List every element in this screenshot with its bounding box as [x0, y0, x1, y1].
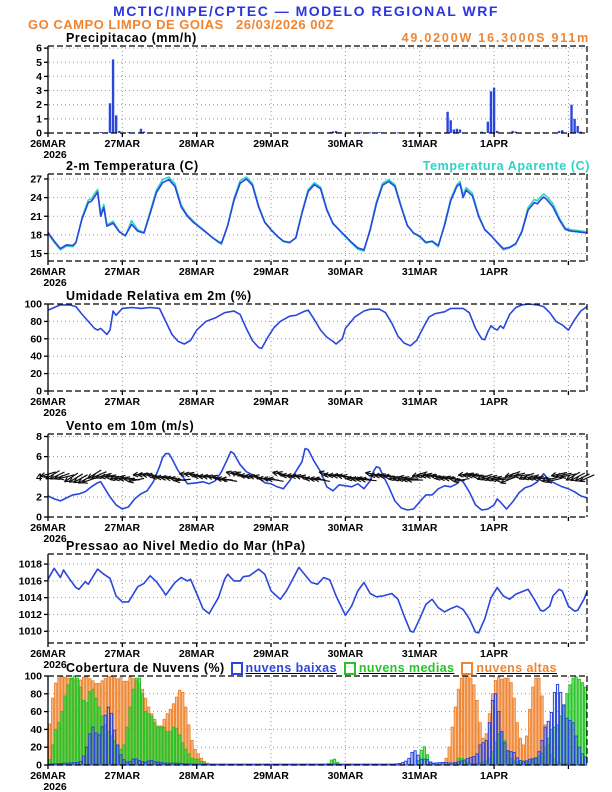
cloud-bar	[519, 761, 521, 765]
cloud-bar	[470, 757, 472, 765]
x-tick-label: 1APR	[480, 648, 509, 660]
station-run-title: GO CAMPO LIMPO DE GOIAS 26/03/2026 00Z	[28, 17, 335, 32]
cloud-bar	[138, 761, 140, 765]
x-tick-label: 26MAR	[30, 138, 66, 150]
cloud-bar	[411, 753, 413, 765]
y-tick-label: 3	[36, 85, 42, 98]
cloud-bar	[166, 732, 168, 765]
x-tick-label: 27MAR	[104, 648, 141, 660]
cloud-bar	[98, 735, 100, 765]
x-tick-label: 1APR	[480, 266, 509, 278]
cloud-bar	[157, 727, 159, 765]
cloud-bar	[132, 689, 134, 765]
cloud-bar	[132, 759, 134, 765]
precip-bar	[487, 122, 489, 133]
cloud-bar	[451, 727, 453, 765]
y-tick-label: 0	[36, 127, 42, 140]
y-tick-label: 80	[30, 315, 42, 328]
x-tick-label: 29MAR	[253, 266, 289, 278]
cloud-bar	[584, 757, 586, 765]
y-tick-label: 1014	[18, 592, 42, 605]
x-tick-label: 31MAR	[401, 770, 438, 782]
y-tick-label: 100	[24, 298, 42, 311]
cloud-bar	[343, 764, 345, 765]
cloud-bar	[464, 760, 466, 765]
y-tick-label: 40	[30, 350, 42, 363]
cloud-bar	[470, 678, 472, 765]
y-tick-label: 15	[30, 248, 42, 261]
cloud-bar	[104, 715, 106, 765]
precip-bar	[112, 59, 114, 133]
cloud-bar	[408, 758, 410, 765]
precip-bar	[360, 132, 362, 133]
cloud-bar	[423, 759, 425, 765]
y-tick-label: 40	[30, 723, 42, 736]
x-tick-label: 29MAR	[253, 138, 289, 150]
x-tick-label: 1APR	[480, 396, 509, 408]
cloud-bar	[225, 764, 227, 765]
cloud-bar	[485, 741, 487, 765]
x-tick-label: 26MAR	[30, 770, 66, 782]
x-tick-label: 30MAR	[327, 648, 364, 660]
y-tick-label: 8	[36, 431, 42, 444]
x-tick-label: 31MAR	[401, 522, 438, 534]
precip-bar	[456, 129, 458, 133]
cloud-bar	[529, 759, 531, 765]
y-tick-label: 1010	[18, 625, 42, 638]
precip-bar	[570, 105, 572, 133]
precip-bar	[378, 132, 380, 133]
cloud-bar	[581, 754, 583, 765]
y-tick-label: 4	[36, 70, 42, 83]
x-axis-year-label: 2026	[43, 533, 67, 545]
cloud-bar	[547, 721, 549, 765]
cloud-bar	[55, 764, 57, 765]
x-axis-year-label: 2026	[43, 781, 67, 792]
cloud-bar	[578, 747, 580, 765]
legend-nuvens-altas: nuvens altas	[461, 661, 557, 675]
cloud-bar	[569, 721, 571, 766]
cloud-bar	[175, 728, 177, 765]
legend-nuvens-medias: nuvens medias	[344, 661, 455, 675]
precip-bar	[573, 119, 575, 133]
cloud-bar	[560, 692, 562, 765]
y-tick-label: 21	[30, 210, 42, 223]
x-tick-label: 28MAR	[178, 770, 215, 782]
x-tick-label: 30MAR	[327, 770, 364, 782]
cloud-bar	[433, 763, 435, 765]
y-tick-label: 100	[24, 670, 42, 683]
cloud-bar	[414, 751, 416, 765]
cloud-bar	[529, 709, 531, 765]
cloud-bar	[513, 753, 515, 765]
y-tick-label: 20	[30, 368, 42, 381]
x-tick-label: 30MAR	[327, 138, 364, 150]
y-tick-label: 2	[36, 99, 42, 112]
cloud-bar	[495, 694, 497, 765]
cloud-bar	[584, 687, 586, 765]
cloud-bar	[315, 764, 317, 765]
cloud-bar	[48, 724, 50, 765]
cloud-bar	[467, 759, 469, 765]
cloud-bar	[114, 730, 116, 765]
cloud-bar	[141, 694, 143, 765]
cloud-bar	[405, 761, 407, 765]
cloud-bar	[73, 676, 75, 765]
precip-bar	[109, 103, 111, 133]
app-title: MCTIC/INPE/CPTEC — MODELO REGIONAL WRF	[113, 3, 499, 19]
y-tick-label: 1012	[18, 608, 42, 621]
precip-bar	[450, 120, 452, 133]
precip-bar	[397, 132, 399, 133]
x-tick-label: 27MAR	[104, 266, 141, 278]
cloud-bar	[64, 696, 66, 765]
cloud-bar	[426, 760, 428, 765]
station-coordinates-label: 49.0200W 16.3000S 911m	[401, 31, 590, 45]
series-line	[48, 304, 587, 348]
cloud-bar	[417, 755, 419, 765]
precip-bar	[446, 112, 448, 133]
precip-bar	[369, 132, 371, 133]
x-tick-label: 26MAR	[30, 266, 66, 278]
cloud-bar	[182, 743, 184, 765]
cloud-bar	[550, 712, 552, 765]
cloud-bar	[448, 747, 450, 765]
cloud-bar	[454, 707, 456, 765]
series-line	[48, 177, 587, 251]
cloud-bar	[135, 759, 137, 765]
cloud-bar	[244, 764, 246, 765]
cloud-bar	[525, 761, 527, 765]
cloud-bar	[352, 764, 354, 765]
y-tick-label: 6	[36, 451, 42, 464]
cloud-bar	[563, 705, 565, 765]
x-axis-year-label: 2026	[43, 659, 67, 671]
cloud-bar	[144, 712, 146, 765]
cloud-bar	[160, 727, 162, 765]
y-tick-label: 0	[36, 759, 42, 772]
cloud-bar	[123, 760, 125, 765]
cloud-bar	[179, 735, 181, 765]
x-tick-label: 26MAR	[30, 396, 66, 408]
cloud-bar	[163, 727, 165, 765]
cloud-bar	[538, 752, 540, 765]
panel-cloud-cover	[24, 671, 587, 792]
cloud-bar	[126, 727, 128, 765]
x-tick-label: 26MAR	[30, 522, 66, 534]
cloud-bar	[163, 763, 165, 765]
cloud-bar	[516, 758, 518, 765]
panel-mslp	[19, 554, 587, 671]
x-tick-label: 30MAR	[327, 522, 364, 534]
cloud-bar	[52, 745, 54, 765]
precip-bar	[140, 129, 142, 133]
panel-title-pressure: Pressao ao Nivel Medio do Mar (hPa)	[66, 539, 306, 553]
cloud-bar	[473, 685, 475, 765]
cloud-bar	[324, 764, 326, 765]
precip-bar	[490, 91, 492, 133]
x-tick-label: 29MAR	[253, 522, 289, 534]
cloud-bar	[129, 707, 131, 765]
cloud-bar	[575, 736, 577, 765]
x-tick-label: 31MAR	[401, 648, 438, 660]
cloud-bar	[553, 692, 555, 765]
panel-precipitation	[30, 43, 587, 161]
cloud-bar	[333, 764, 335, 765]
x-tick-label: 28MAR	[178, 648, 215, 660]
y-tick-label: 1016	[18, 575, 42, 588]
cloud-bar	[253, 764, 255, 765]
panel-temperature-2m	[30, 173, 587, 289]
cloud-bar	[460, 678, 462, 765]
cloud-bar	[473, 757, 475, 765]
x-tick-label: 27MAR	[104, 138, 141, 150]
cloud-bar	[58, 723, 60, 765]
x-tick-label: 27MAR	[104, 522, 141, 534]
cloud-bar	[507, 751, 509, 765]
precip-bar	[99, 132, 101, 133]
x-axis-year-label: 2026	[43, 149, 67, 161]
cloud-bar	[86, 747, 88, 765]
x-tick-label: 31MAR	[401, 138, 438, 150]
cloud-bar	[126, 762, 128, 765]
cloud-bar	[581, 683, 583, 765]
cloud-bar	[148, 714, 150, 765]
cloud-bar	[442, 762, 444, 765]
x-tick-label: 28MAR	[178, 396, 215, 408]
cloud-bar	[154, 762, 156, 765]
precip-bar	[115, 115, 117, 133]
cloud-bar	[234, 764, 236, 765]
x-axis-year-label: 2026	[43, 277, 67, 289]
panel-wind-10m	[30, 431, 594, 545]
x-tick-label: 1APR	[480, 770, 509, 782]
x-tick-label: 27MAR	[104, 770, 141, 782]
cloud-bar	[498, 712, 500, 765]
cloud-bar	[185, 749, 187, 765]
y-tick-label: 4	[36, 471, 42, 484]
cloud-bar	[79, 687, 81, 765]
cloud-bar	[64, 763, 66, 765]
series-line	[48, 179, 587, 250]
cloud-bar	[172, 727, 174, 765]
cloud-bar	[491, 700, 493, 765]
y-tick-label: 20	[30, 741, 42, 754]
cloud-bar	[138, 678, 140, 765]
cloud-bar	[556, 684, 558, 765]
y-tick-label: 1	[36, 113, 42, 126]
cloud-bar	[510, 752, 512, 765]
cloud-bar	[566, 718, 568, 765]
cloud-bar	[535, 678, 537, 765]
panel-title-temperature: 2-m Temperatura (C)	[66, 159, 199, 173]
panel-title-wind: Vento em 10m (m/s)	[66, 419, 195, 433]
cloud-bar	[464, 676, 466, 765]
cloud-bar	[501, 732, 503, 765]
cloud-bar	[151, 716, 153, 765]
cloud-bar	[151, 761, 153, 765]
cloud-bar	[544, 727, 546, 765]
x-tick-label: 31MAR	[401, 266, 438, 278]
cloud-bar	[92, 727, 94, 765]
y-tick-label: 24	[30, 192, 42, 205]
cloud-bar	[135, 678, 137, 765]
cloud-bar	[532, 687, 534, 765]
cloud-bar	[76, 678, 78, 765]
cloud-bar	[216, 764, 218, 765]
cloud-bar	[83, 700, 85, 765]
panel-title-clouds: Cobertura de Nuvens (%)	[66, 661, 225, 675]
cloud-bar	[460, 761, 462, 765]
cloud-bar	[83, 756, 85, 765]
y-tick-label: 27	[30, 173, 42, 186]
cloud-bar	[101, 727, 103, 765]
cloud-bar	[120, 755, 122, 765]
precip-bar	[493, 88, 495, 133]
x-tick-label: 27MAR	[104, 396, 141, 408]
cloud-bar	[169, 732, 171, 765]
cloud-bar	[476, 754, 478, 765]
x-tick-label: 31MAR	[401, 396, 438, 408]
series-line	[48, 567, 587, 633]
legend-nuvens-baixas: nuvens baixas	[231, 661, 337, 675]
cloud-bar	[154, 723, 156, 765]
precip-bar	[459, 129, 461, 133]
cloud-bar	[61, 712, 63, 765]
y-tick-label: 5	[36, 56, 42, 69]
cloud-bar	[117, 745, 119, 765]
y-tick-label: 60	[30, 706, 42, 719]
precip-bar	[577, 126, 579, 133]
panel-relative-humidity-2m	[24, 299, 587, 420]
cloud-bar	[110, 713, 112, 765]
x-tick-label: 30MAR	[327, 266, 364, 278]
cloud-bar	[55, 729, 57, 765]
cloud-bar	[535, 758, 537, 765]
x-tick-label: 1APR	[480, 522, 509, 534]
cloud-bar	[504, 743, 506, 765]
cloud-bar	[541, 741, 543, 765]
x-axis-year-label: 2026	[43, 407, 67, 419]
cloud-bar	[95, 733, 97, 765]
y-tick-label: 0	[36, 385, 42, 398]
cloud-bar	[522, 761, 524, 765]
y-tick-label: 60	[30, 333, 42, 346]
x-tick-label: 28MAR	[178, 138, 215, 150]
cloud-bar	[572, 723, 574, 765]
cloud-bar	[479, 745, 481, 765]
y-tick-label: 18	[30, 229, 42, 242]
y-tick-label: 0	[36, 511, 42, 524]
y-tick-label: 6	[36, 42, 42, 55]
cloud-bar	[144, 762, 146, 765]
cloud-bar	[420, 759, 422, 765]
cloud-bar	[488, 723, 490, 765]
cloud-bar	[457, 689, 459, 765]
x-tick-label: 29MAR	[253, 770, 289, 782]
panel-title-humidity: Umidade Relativa em 2m (%)	[66, 289, 252, 303]
y-tick-label: 1018	[18, 558, 42, 571]
cloud-bar	[67, 685, 69, 765]
cloud-bar	[70, 678, 72, 765]
cloud-bar	[188, 754, 190, 765]
x-tick-label: 26MAR	[30, 648, 66, 660]
cloud-bar	[107, 707, 109, 765]
y-tick-label: 2	[36, 491, 42, 504]
precip-bar	[558, 131, 560, 133]
panel-title-precipitation: Precipitacao (mm/h)	[66, 31, 197, 45]
cloud-bar	[482, 743, 484, 765]
y-tick-label: 80	[30, 688, 42, 701]
x-tick-label: 28MAR	[178, 522, 215, 534]
x-tick-label: 1APR	[480, 138, 509, 150]
cloud-bar	[467, 676, 469, 765]
x-tick-label: 28MAR	[178, 266, 215, 278]
x-tick-label: 29MAR	[253, 648, 289, 660]
cloud-bar	[89, 734, 91, 765]
legend-temperatura-aparente: Temperatura Aparente (C)	[422, 159, 590, 173]
x-tick-label: 29MAR	[253, 396, 289, 408]
cloud-bar	[532, 759, 534, 765]
x-tick-label: 30MAR	[327, 396, 364, 408]
cloud-bar	[148, 761, 150, 765]
